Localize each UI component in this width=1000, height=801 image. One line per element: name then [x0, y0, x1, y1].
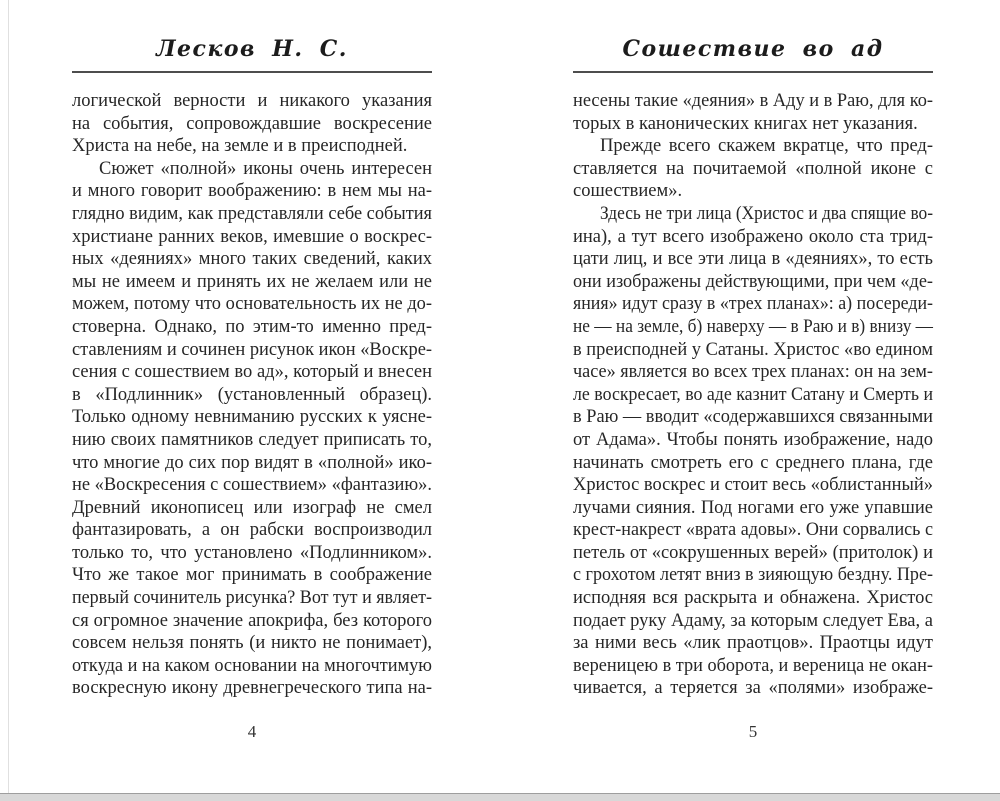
text-line: что многие до сих пор видят в «полной» ико- [72, 452, 432, 473]
text-line: часе» является во всех трех планах: он на зем- [573, 362, 933, 383]
text-line: за ними весь «лик праотцов». Праотцы идут [573, 633, 933, 654]
page-spine-edge [8, 0, 9, 795]
text-line: и много говорит воображению: в нем мы на- [72, 181, 432, 202]
page-right[interactable] [573, 36, 933, 796]
text-line: совсем нельзя понять (и никто не понимает), [72, 633, 432, 654]
bottom-edge-bar [0, 793, 1000, 801]
text-line: яния» идут сразу в «трех планах»: а) посереди- [573, 294, 933, 315]
text-line: Здесь не три лица (Христос и два спящие во- [600, 203, 933, 224]
text-line: они изображены действующими, при чем «де- [573, 271, 933, 292]
text-line: Только одному невниманию русских к уясне- [72, 407, 432, 428]
text-line: несены такие «деяния» в Аду и в Раю, для ко- [573, 91, 933, 111]
text-line: глядно видим, как представляли себе события [72, 203, 432, 224]
text-line: ле воскресает, во аде казнит Сатану и Смерть и [573, 384, 933, 405]
text-line: подает руку Адаму, за которым следует Ева, а [573, 610, 933, 631]
text-line: стоверна. Однако, по этим-то именно пред- [72, 316, 432, 337]
text-line: воскресную икону древнегреческого типа на- [72, 678, 432, 699]
text-line: исподняя вся раскрыта и обнажена. Христос [573, 588, 933, 609]
text-line: лучами сияния. Под ногами его уже упавшие [573, 497, 933, 518]
text-line: Христа на небе, на земле и в преисподней. [72, 136, 408, 157]
text-line: на события, сопровождавшие воскресение [72, 113, 432, 134]
text-line: вереницею в три оборота, и вереница не окан- [573, 655, 933, 676]
text-line: чивается, а теряется за «полями» изображе- [573, 678, 933, 699]
page-left[interactable] [72, 36, 432, 796]
text-line: логической верности и никакого указания [72, 91, 432, 111]
text-line: мы не имеем и принять их не желаем или не [72, 271, 432, 292]
page-number-right: 5 [748, 722, 758, 741]
text-line: откуда и на каком основании на многочтимую [72, 655, 432, 676]
text-line: христиане ранних веков, имевшие о воскрес- [72, 226, 432, 247]
page-body-left [72, 90, 432, 700]
text-line: торых в канонических книгах нет указания. [573, 113, 918, 134]
text-line: нию своих памятников следует приписать то, [72, 429, 432, 450]
text-line: сения с сошествием во ад», который и внесен [72, 362, 432, 383]
page-number-left: 4 [247, 722, 257, 741]
text-line: ина), а тут всего изображено около ста трид- [573, 226, 933, 247]
text-line: в «Подлинник» (установленный образец). [72, 384, 432, 405]
text-line: начинать смотреть его с среднего плана, где [573, 452, 933, 473]
text-line: можем, потому что основательность их не до- [72, 294, 432, 315]
text-line: Сюжет «полной» иконы очень интересен [99, 158, 432, 179]
text-line: Что же такое мог принимать в соображение [72, 565, 432, 586]
text-line: ставляется на почитаемой «полной иконе с [573, 158, 933, 179]
text-line: не «Воскресения с сошествием» «фантазию». [72, 475, 432, 496]
text-line: ных «деяниях» много таких сведений, каких [72, 249, 432, 270]
text-line: крест-накрест «врата адовы». Они сорвались с [573, 520, 933, 541]
text-line: петель от «сокрушенных верей» (притолок) и [573, 542, 933, 563]
text-line: Прежде всего скажем вкратце, что пред- [600, 136, 933, 157]
text-line: цати лиц, и все эти лица в «деяниях», то есть [573, 249, 933, 270]
text-line: с грохотом летят вниз в зияющую бездну. Пре- [573, 565, 933, 586]
text-line: только то, что установлено «Подлинником». [72, 542, 432, 563]
text-line: Христос воскрес и стоит весь «облистанный» [573, 475, 933, 496]
running-head-author: Лесков Н. С. [156, 36, 348, 62]
text-line: от Адама». Чтобы понять изображение, надо [573, 429, 933, 450]
running-head-title: Сошествие во ад [622, 36, 884, 62]
page-body-right [573, 90, 933, 700]
text-line: в Раю — вводит «содержавшихся связанными [573, 407, 933, 428]
text-line: фантазировать, а он рабски воспроизводил [72, 520, 432, 541]
header-rule-right [573, 71, 933, 73]
text-line: первый сочинитель рисунка? Вот тут и являет- [72, 588, 432, 609]
text-line: не — на земле, б) наверху — в Раю и в) внизу — [573, 316, 933, 337]
header-rule-left [72, 71, 432, 73]
text-line: в преисподней у Сатаны. Христос «во едином [573, 339, 933, 360]
text-line: Древний иконописец или изограф не смел [72, 497, 432, 518]
text-line: ставлениям и сочинен рисунок икон «Воскре- [72, 339, 432, 360]
text-line: сошествием». [573, 181, 683, 202]
text-line: ся огромное значение апокрифа, без которого [72, 610, 432, 631]
